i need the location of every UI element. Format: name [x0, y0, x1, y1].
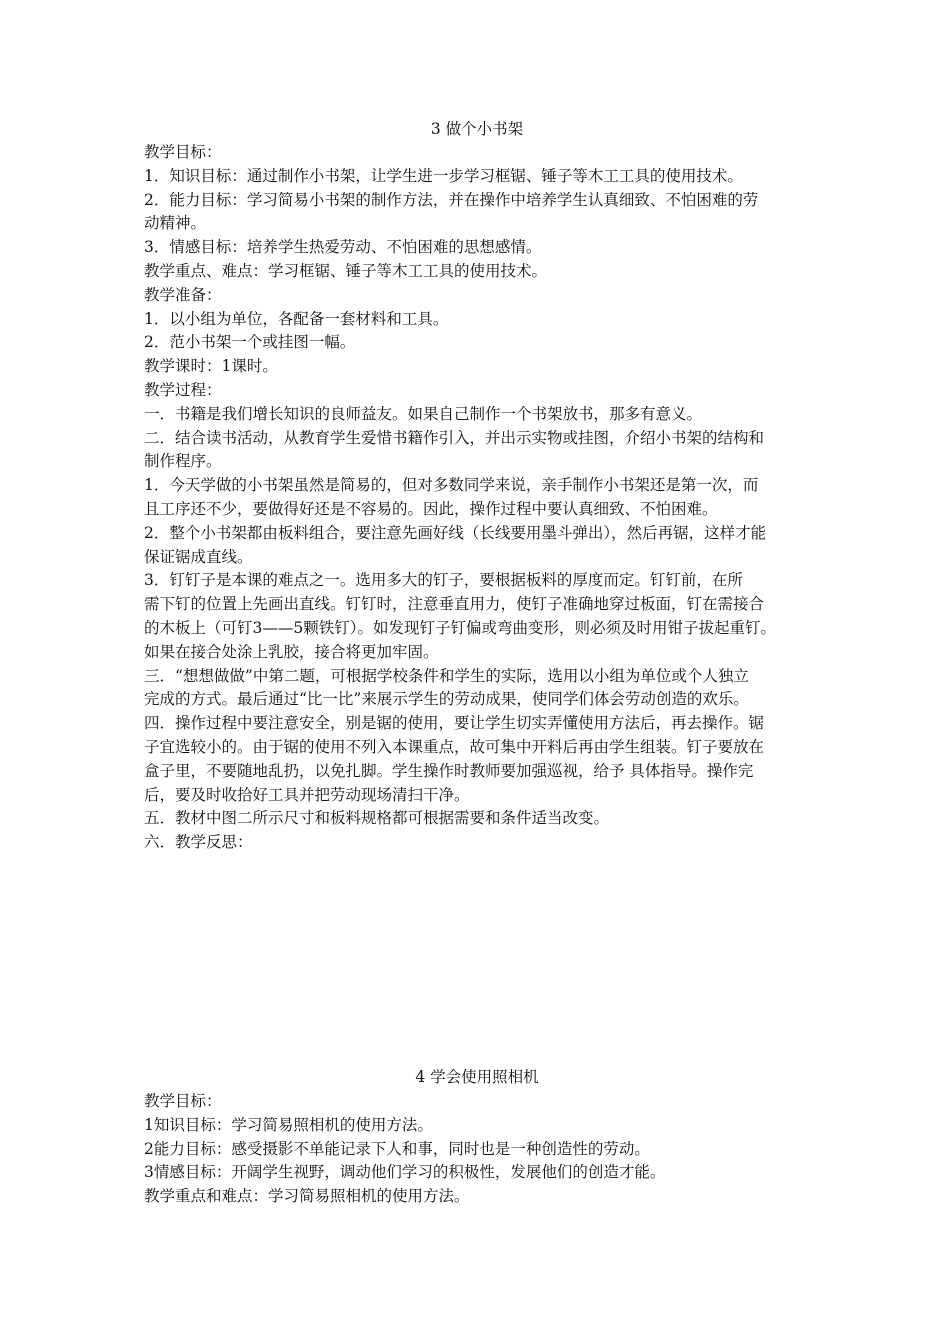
ability-objective — [144, 189, 810, 237]
process-step-4 — [144, 712, 810, 807]
text-line: 3．钉钉子是本课的难点之一。选用多大的钉子，要根据板料的厚度而定。钉钉前，在所 — [144, 571, 743, 590]
process-heading: 教学过程： — [144, 380, 222, 399]
key-points: 教学重点、难点：学习框锯、锤子等木工工具的使用技术。 — [144, 261, 548, 280]
reflection-heading: 六．教学反思： — [144, 833, 253, 852]
text-line: 1．今天学做的小书架虽然是简易的，但对多数同学来说，亲手制作小书架还是第一次，而 — [144, 476, 759, 495]
emotion-objective: 3情感目标：开阔学生视野，调动他们学习的积极性，发展他们的创造才能。 — [144, 1163, 666, 1182]
lesson-3-body — [144, 141, 810, 855]
text-line: 2．能力目标：学习简易小书架的制作方法，并在操作中培养学生认真细致、不怕困难的劳 — [144, 190, 759, 209]
text-line: 盒子里，不要随地乱扔，以免扎脚。学生操作时教师要加强巡视，给予 具体指导。操作完 — [144, 761, 754, 780]
text-line: 如果在接合处涂上乳胶，接合将更加牢固。 — [144, 642, 439, 661]
text-line: 保证锯成直线。 — [144, 547, 253, 566]
text-line: 二．结合读书活动，从教育学生爱惜书籍作引入，并出示实物或挂图，介绍小书架的结构和 — [144, 428, 765, 447]
lesson-3-title: 3 做个小书架 — [430, 120, 524, 138]
text-line: 需下钉的位置上先画出直线。钉钉时，注意垂直用力，使钉子准确地穿过板面，钉在需接合 — [144, 595, 765, 614]
process-step-1: 一．书籍是我们增长知识的良师益友。如果自己制作一个书架放书，那多有意义。 — [144, 404, 703, 423]
class-hours: 教学课时：1课时。 — [144, 357, 278, 376]
knowledge-objective: 1．知识目标：通过制作小书架，让学生进一步学习框锯、锤子等木工工具的使用技术。 — [144, 166, 743, 185]
lesson-4-body — [144, 1090, 810, 1209]
objectives-heading: 教学目标： — [144, 143, 222, 161]
text-line: 完成的方式。最后通过“比一比”来展示学生的劳动成果，使同学们体会劳动创造的欢乐。 — [144, 690, 749, 709]
process-step-5: 五．教材中图二所示尺寸和板料规格都可根据需要和条件适当改变。 — [144, 809, 610, 828]
text-line: 且工序还不少，要做得好还是不容易的。因此，操作过程中要认真细致、不怕困难。 — [144, 499, 718, 518]
preparation-item: 2．范小书架一个或挂图一幅。 — [144, 333, 356, 352]
text-line: 2．整个小书架都由板料组合，要注意先画好线（长线要用墨斗弹出），然后再锯，这样才能 — [144, 523, 767, 542]
text-line: 三．“想想做做”中第二题，可根据学校条件和学生的实际，选用以小组为单位或个人独立 — [144, 666, 749, 685]
process-substep-2 — [144, 522, 810, 570]
ability-objective: 2能力目标：感受摄影不单能记录下人和事，同时也是一种创造性的劳动。 — [144, 1139, 650, 1158]
process-substep-3 — [144, 569, 810, 664]
text-line: 的木板上（可钉3——5颗铁钉）。如发现钉子钉偏或弯曲变形，则必须及时用钳子拔起重钉。 — [144, 618, 776, 637]
text-line: 四．操作过程中要注意安全，别是锯的使用，要让学生切实弄懂使用方法后，再去操作。锯 — [144, 714, 765, 733]
text-line: 后，要及时收拾好工具并把劳动现场清扫干净。 — [144, 785, 470, 804]
objectives-heading: 教学目标： — [144, 1092, 222, 1110]
emotion-objective: 3．情感目标：培养学生热爱劳动、不怕困难的思想感情。 — [144, 238, 542, 257]
process-substep-1 — [144, 474, 810, 522]
preparation-item: 1．以小组为单位，各配备一套材料和工具。 — [144, 309, 449, 328]
text-line: 动精神。 — [144, 214, 207, 233]
process-step-2 — [144, 427, 810, 475]
text-line: 制作程序。 — [144, 452, 222, 471]
lesson-4-title: 4 学会使用照相机 — [415, 1068, 539, 1086]
text-line: 子宜选较小的。由于锯的使用不列入本课重点，故可集中开料后再由学生组装。钉子要放在 — [144, 737, 765, 756]
process-step-3 — [144, 665, 810, 713]
key-points: 教学重点和难点：学习简易照相机的使用方法。 — [144, 1187, 470, 1206]
knowledge-objective: 1知识目标：学习简易照相机的使用方法。 — [144, 1115, 433, 1134]
preparation-heading: 教学准备： — [144, 285, 222, 304]
